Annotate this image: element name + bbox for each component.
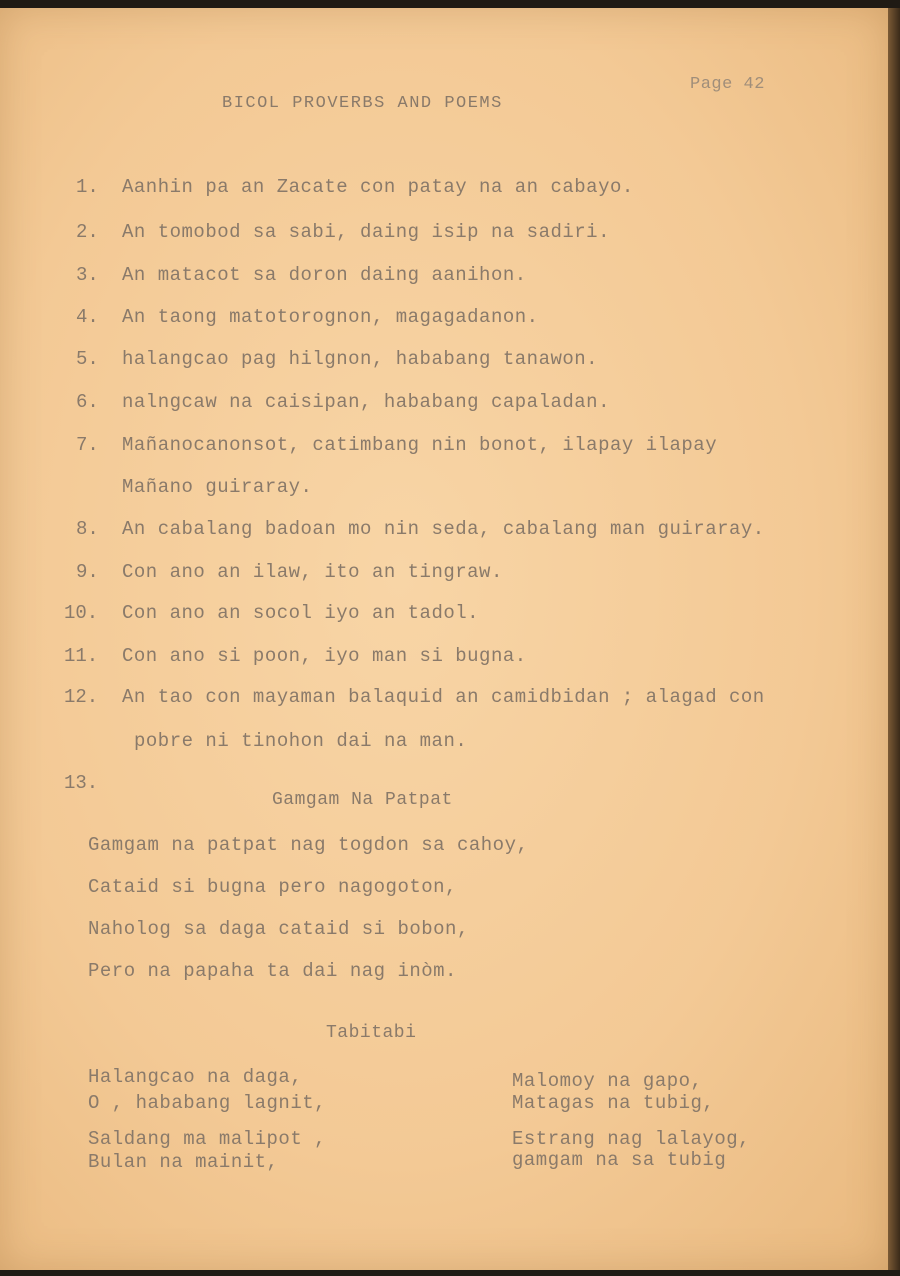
- poem-line-left: Saldang ma malipot ,: [88, 1128, 327, 1150]
- page-title: BICOL PROVERBS AND POEMS: [222, 94, 503, 113]
- poem-line-right: Estrang nag lalayog,: [512, 1128, 751, 1150]
- poem-title: Tabitabi: [326, 1023, 417, 1043]
- proverb-text-continued: pobre ni tinohon dai na man.: [134, 730, 468, 752]
- proverb-text: An matacot sa doron daing aanihon.: [122, 264, 527, 286]
- proverb-text: An taong matotorognon, magagadanon.: [122, 306, 539, 328]
- poem-line-right: Malomoy na gapo,: [512, 1070, 703, 1092]
- poem-line-left: Bulan na mainit,: [88, 1151, 279, 1173]
- proverb-number: 12.: [64, 686, 99, 708]
- proverb-number: 4.: [76, 306, 99, 328]
- proverb-text: An tomobod sa sabi, daing isip na sadiri.: [122, 221, 610, 243]
- poem-line-left: O , hababang lagnit,: [88, 1092, 327, 1114]
- poem-line: Pero na papaha ta dai nag inòm.: [88, 960, 457, 982]
- proverb-number: 1.: [76, 176, 99, 198]
- proverb-number: 13.: [64, 772, 99, 794]
- proverb-number: 2.: [76, 221, 99, 243]
- poem-line: Gamgam na patpat nag togdon sa cahoy,: [88, 834, 529, 856]
- proverb-number: 6.: [76, 391, 99, 413]
- proverb-text: Con ano an ilaw, ito an tingraw.: [122, 561, 503, 583]
- poem-line-left: Halangcao na daga,: [88, 1066, 303, 1088]
- proverb-number: 10.: [64, 602, 99, 624]
- proverb-number: 7.: [76, 434, 99, 456]
- binding-edge: [888, 8, 900, 1270]
- poem-line: Cataid si bugna pero nagogoton,: [88, 876, 457, 898]
- proverb-number: 5.: [76, 348, 99, 370]
- proverb-text: An tao con mayaman balaquid an camidbidan ; alagad con: [122, 686, 765, 708]
- proverb-number: 11.: [64, 645, 99, 667]
- proverb-text: Con ano si poon, iyo man si bugna.: [122, 645, 527, 667]
- proverb-text: An cabalang badoan mo nin seda, cabalang man guiraray.: [122, 518, 765, 540]
- proverb-text-continued: Mañano guiraray.: [122, 476, 313, 498]
- proverb-number: 3.: [76, 264, 99, 286]
- poem-line-right: gamgam na sa tubig: [512, 1149, 727, 1171]
- proverb-number: 9.: [76, 561, 99, 583]
- poem-line: Naholog sa daga cataid si bobon,: [88, 918, 469, 940]
- proverb-text: halangcao pag hilgnon, hababang tanawon.: [122, 348, 599, 370]
- proverb-text: Mañanocanonsot, catimbang nin bonot, ilapay ilapay: [122, 434, 718, 456]
- poem-line-right: Matagas na tubig,: [512, 1092, 715, 1114]
- proverb-text: nalngcaw na caisipan, hababang capaladan.: [122, 391, 610, 413]
- proverb-text: Con ano an socol iyo an tadol.: [122, 602, 480, 624]
- proverb-text: Aanhin pa an Zacate con patay na an cabayo.: [122, 176, 634, 198]
- poem-title: Gamgam Na Patpat: [272, 790, 453, 810]
- proverb-number: 8.: [76, 518, 99, 540]
- page-number: Page 42: [690, 75, 765, 94]
